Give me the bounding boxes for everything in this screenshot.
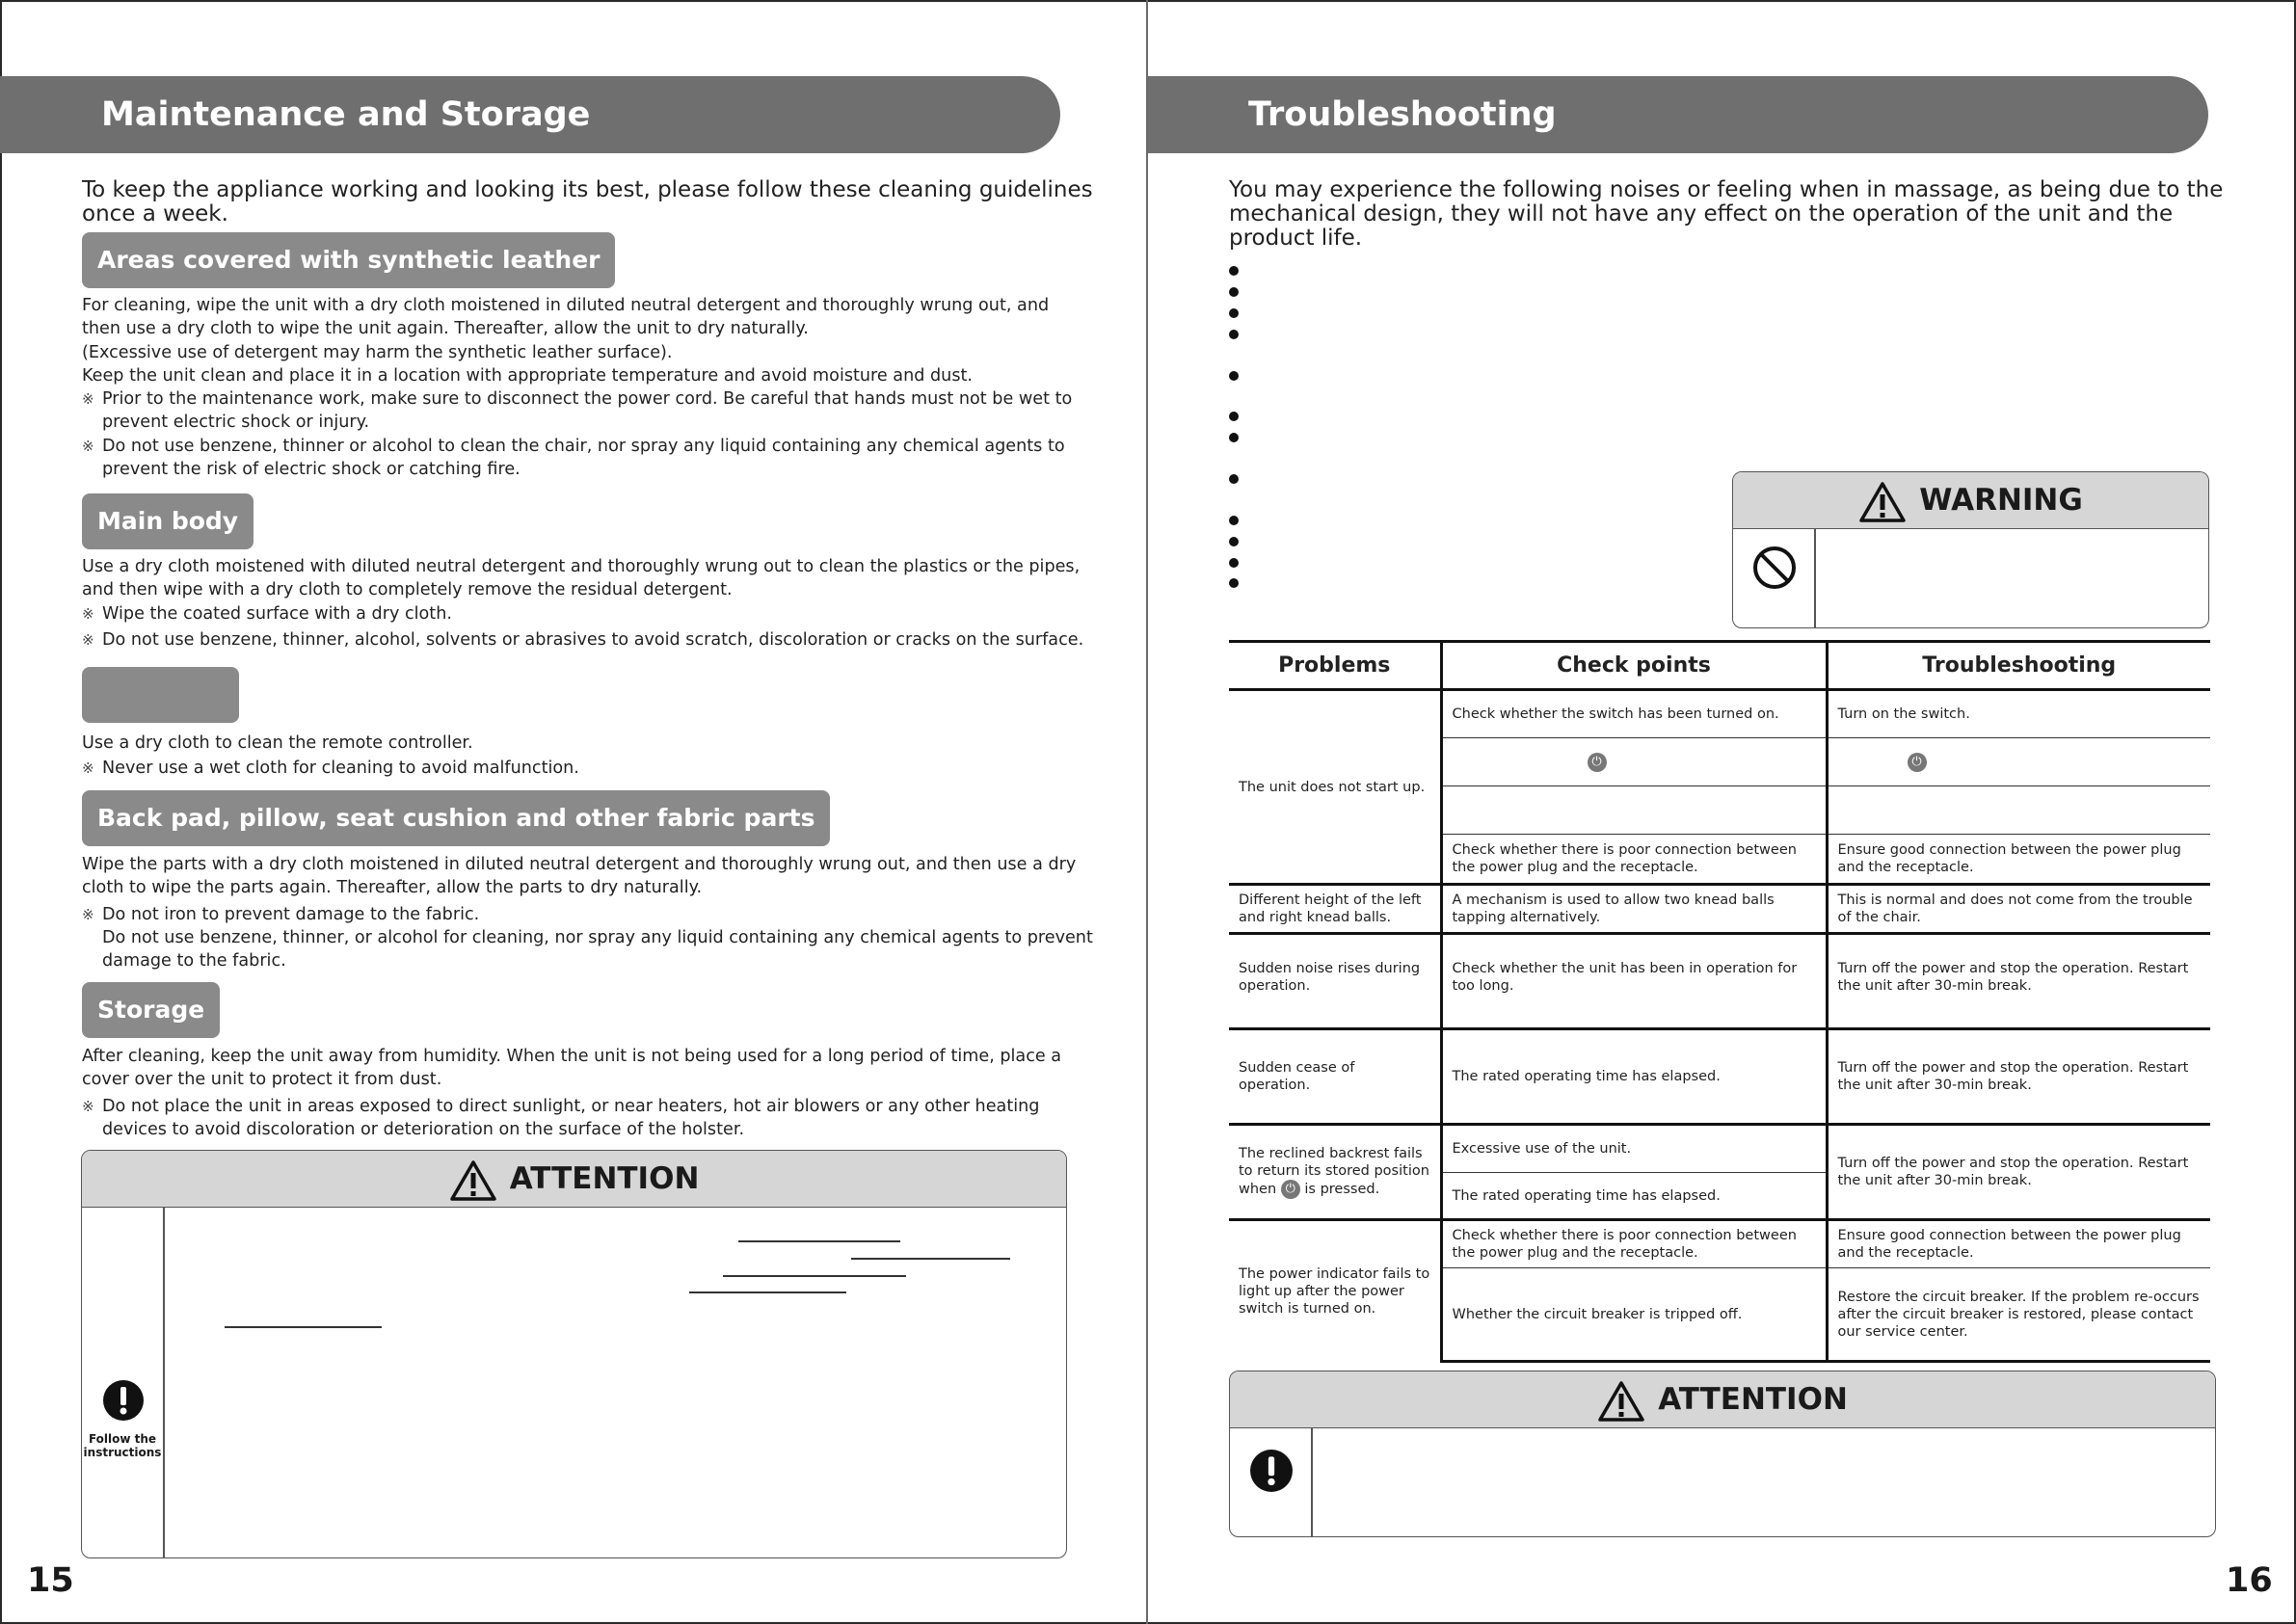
- tag-synthetic-leather: Areas covered with synthetic leather: [82, 232, 615, 288]
- bullet-point: [1229, 516, 1239, 525]
- bullet-point: [1229, 537, 1239, 546]
- bullet-point: [1229, 578, 1239, 588]
- table-row: [1229, 690, 2210, 738]
- table-row: [1229, 934, 2210, 1029]
- bullet-point: [1229, 371, 1239, 381]
- bullet-point: [1229, 412, 1239, 421]
- check-cell: Check whether there is poor connection between the power plug and the receptacle.: [1441, 1220, 1827, 1268]
- check-cell: Whether the circuit breaker is tripped off.: [1441, 1268, 1827, 1362]
- fix-cell: Turn off the power and stop the operation. Restart the unit after 30-min break.: [1827, 1125, 2210, 1220]
- attention-divider: [1311, 1428, 1313, 1536]
- fix-cell: [1827, 786, 2210, 835]
- check-cell: Excessive use of the unit.: [1441, 1125, 1827, 1173]
- header-problems: Problems: [1229, 642, 1441, 690]
- table-row: [1229, 1029, 2210, 1125]
- bullet-point: [1229, 266, 1239, 276]
- fix-cell: This is normal and does not come from the trouble of the chair.: [1827, 885, 2210, 934]
- note-no-benzene: ※ Do not use benzene, thinner or alcohol to clean the chair, nor spray any liquid containing any chemical agents to prevent the risk of electric shock or catching fire.: [82, 435, 1072, 482]
- underline-mark: [689, 1291, 846, 1293]
- attention-box-troubleshooting: [1229, 1371, 2216, 1537]
- warning-divider: [1814, 529, 1816, 627]
- bullet-point: [1229, 330, 1239, 339]
- troubleshooting-table: [1229, 640, 2210, 1363]
- para-remote-controller: Use a dry cloth to clean the remote controller. ※ Never use a wet cloth for cleaning to avoid malfunction.: [82, 732, 579, 781]
- follow-instructions-label: Follow the instructions: [83, 1432, 162, 1459]
- page-number-16: 16: [2226, 1561, 2273, 1600]
- fix-cell: Turn off the power and stop the operation. Restart the unit after 30-min break.: [1827, 1029, 2210, 1125]
- check-cell: The rated operating time has elapsed.: [1441, 1029, 1827, 1125]
- table-row: [1229, 1220, 2210, 1268]
- note-no-abrasives: ※ Do not use benzene, thinner, alcohol, solvents or abrasives to avoid scratch, discoloration or cracks on the surface.: [82, 628, 1083, 652]
- bullet-point: [1229, 433, 1239, 442]
- check-cell: [1441, 786, 1827, 835]
- fix-cell: [1827, 738, 2210, 786]
- fix-cell: Turn off the power and stop the operation. Restart the unit after 30-min break.: [1827, 934, 2210, 1029]
- attention-divider: [163, 1208, 165, 1557]
- tag-main-body: Main body: [82, 493, 254, 549]
- underline-mark: [738, 1240, 900, 1242]
- bullet-point: [1229, 308, 1239, 318]
- attention-header: [1230, 1371, 2215, 1428]
- note-disconnect-power: ※ Prior to the maintenance work, make sure to disconnect the power cord. Be careful that hands must not be wet to prevent electric shock or injury.: [82, 387, 1072, 435]
- attention-title: ATTENTION: [509, 1161, 700, 1196]
- attention-box-maintenance: [81, 1150, 1067, 1558]
- troubleshooting-intro: You may experience the following noises or feeling when in massage, as being due to the mechanical design, they will not have any effect on the operation of the unit and the product life.: [1229, 177, 2224, 251]
- para-synthetic-leather: For cleaning, wipe the unit with a dry cloth moistened in diluted neutral detergent and thoroughly wrung out, and then use a dry cloth to wipe the unit again. Thereafter, allow the unit to dry naturally. (Excessive use of detergent may harm the synthetic leather surface). Keep the unit clean and place it in a location with appropriate temperature and avoid moisture and dust. ※ Prior to the maintenance work, make sure to disconnect the power cord. Be careful that hands must not be wet to prevent electric shock or injury. ※ Do not use benzene, thinner or alcohol to clean the chair, nor spray any liquid containing any chemical agents to prevent the risk of electric shock or catching fire.: [82, 294, 1072, 481]
- maintenance-intro: To keep the appliance working and looking its best, please follow these cleaning guidelines once a week.: [82, 177, 1093, 226]
- prohibition-icon: [1752, 546, 1797, 590]
- check-cell: Check whether the unit has been in operation for too long.: [1441, 934, 1827, 1029]
- problem-cell: The reclined backrest fails to return its stored position when ⏻ is pressed.: [1229, 1125, 1441, 1220]
- warning-box: [1732, 471, 2209, 628]
- fix-cell: Ensure good connection between the power plug and the receptacle.: [1827, 835, 2210, 885]
- problem-cell: Sudden noise rises during operation.: [1229, 934, 1441, 1029]
- fix-cell: Ensure good connection between the power plug and the receptacle.: [1827, 1220, 2210, 1268]
- para-fabric-parts: Wipe the parts with a dry cloth moistened in diluted neutral detergent and thoroughly wrung out, and then use a dry cloth to wipe the parts again. Thereafter, allow the parts to dry naturally. ※ Do not iron to prevent damage to the fabric. Do not use benzene, thinner, or alcohol for cleaning, nor spray any liquid containing any chemical agents to prevent damage to the fabric.: [82, 853, 1093, 972]
- bullet-point: [1229, 474, 1239, 484]
- tag-fabric-parts: Back pad, pillow, seat cushion and other fabric parts: [82, 790, 830, 846]
- tag-storage: Storage: [82, 982, 220, 1038]
- warning-header: [1733, 472, 2208, 529]
- tag-remote-controller: [82, 667, 239, 723]
- fix-cell: Restore the circuit breaker. If the problem re-occurs after the circuit breaker is restored, please contact our service center.: [1827, 1268, 2210, 1362]
- check-cell: Check whether the switch has been turned on.: [1441, 690, 1827, 738]
- section-banner-maintenance: Maintenance and Storage: [0, 76, 1060, 153]
- attention-header: [82, 1151, 1066, 1208]
- problem-cell: Sudden cease of operation.: [1229, 1029, 1441, 1125]
- table-row: [1229, 1125, 2210, 1173]
- problem-cell: The power indicator fails to light up after the power switch is turned on.: [1229, 1220, 1441, 1362]
- page-number-15: 15: [27, 1561, 74, 1600]
- exclamation-circle-icon: [102, 1379, 145, 1422]
- warning-triangle-icon: [449, 1159, 497, 1202]
- check-cell: A mechanism is used to allow two knead balls tapping alternatively.: [1441, 885, 1827, 934]
- check-cell: Check whether there is poor connection between the power plug and the receptacle.: [1441, 835, 1827, 885]
- underline-mark: [851, 1258, 1010, 1260]
- underline-mark: [723, 1275, 906, 1277]
- exclamation-circle-icon: [1249, 1449, 1294, 1493]
- para-storage: After cleaning, keep the unit away from humidity. When the unit is not being used for a long period of time, place a cover over the unit to protect it from dust. ※ Do not place the unit in areas exposed to direct sunlight, or near heaters, hot air blowers or any other heating devices to avoid discoloration or deterioration on the surface of the holster.: [82, 1045, 1061, 1141]
- para-main-body: Use a dry cloth moistened with diluted neutral detergent and thoroughly wrung out to clean the plastics or the pipes, and then wipe with a dry cloth to completely remove the residual detergent. ※ Wipe the coated surface with a dry cloth. ※ Do not use benzene, thinner, alcohol, solvents or abrasives to avoid scratch, discoloration or cracks on the surface.: [82, 555, 1083, 652]
- note-no-wet-cloth: ※ Never use a wet cloth for cleaning to avoid malfunction.: [82, 757, 579, 780]
- note-no-sunlight: ※ Do not place the unit in areas exposed to direct sunlight, or near heaters, hot air blowers or any other heating devices to avoid discoloration or deterioration on the surface of the holster.: [82, 1095, 1061, 1142]
- check-cell: [1441, 738, 1827, 786]
- power-icon: [1281, 1180, 1300, 1199]
- warning-triangle-icon: [1597, 1380, 1645, 1423]
- fix-cell: Turn on the switch.: [1837, 706, 1970, 722]
- section-banner-troubleshooting: Troubleshooting: [1148, 76, 2208, 153]
- bullet-point: [1229, 287, 1239, 297]
- underline-mark: [225, 1326, 382, 1328]
- warning-triangle-icon: [1858, 481, 1907, 523]
- table-row: [1229, 885, 2210, 934]
- note-coated-surface: ※ Wipe the coated surface with a dry cloth.: [82, 602, 1083, 626]
- page-15: [0, 0, 1146, 1624]
- problem-cell: Different height of the left and right knead balls.: [1229, 885, 1441, 934]
- bullet-point: [1229, 558, 1239, 568]
- note-no-iron: ※ Do not iron to prevent damage to the fabric. Do not use benzene, thinner, or alcohol for cleaning, nor spray any liquid containing any chemical agents to prevent damage to the fabric.: [82, 903, 1093, 973]
- problem-cell: The unit does not start up.: [1229, 690, 1441, 885]
- check-cell: The rated operating time has elapsed.: [1441, 1173, 1827, 1220]
- warning-title: WARNING: [1919, 483, 2083, 518]
- header-check-points: Check points: [1441, 642, 1827, 690]
- header-troubleshooting: Troubleshooting: [1827, 642, 2210, 690]
- page-16: [1148, 0, 2294, 1624]
- power-icon: [1908, 753, 1927, 772]
- power-icon: [1588, 753, 1607, 772]
- attention-title: ATTENTION: [1658, 1382, 1848, 1417]
